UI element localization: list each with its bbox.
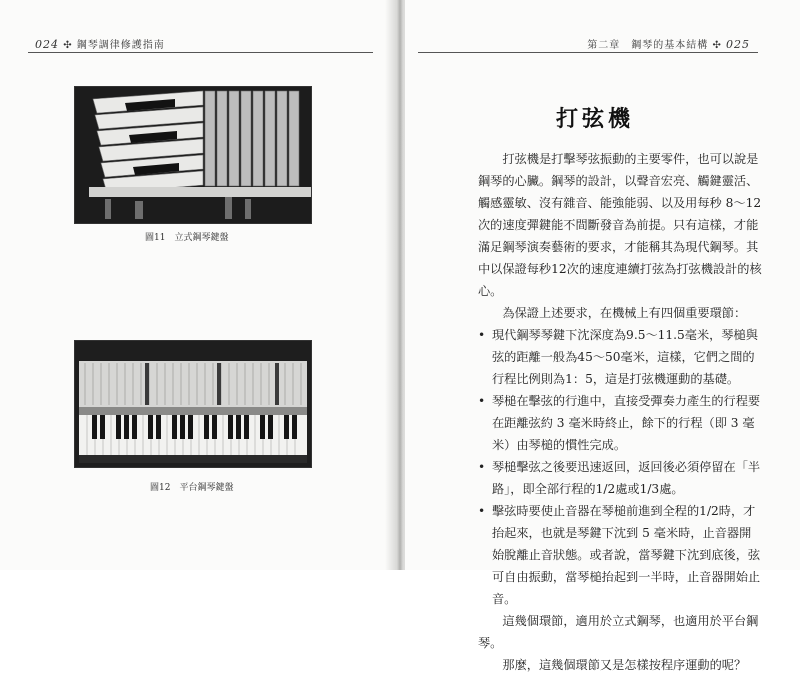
- requirement-text: 現代鋼琴琴鍵下沈深度為9.5～11.5毫米，琴槌與弦的距離一般為45～50毫米，這樣，它們之間的行程比例則為1：5，這是打弦機運動的基礎。: [492, 328, 758, 386]
- requirement-text: 擊弦時要使止音器在琴槌前進到全程的1/2時，才抬起來，也就是琴鍵下沈到 5 毫米時，止音器開始脫離止音狀態。或者說，當琴鍵下沈到底後，弦可自由振動，當琴槌抬起到一半時，止音器開始止音。: [492, 504, 761, 606]
- closing-line: 這幾個環節，適用於立式鋼琴，也適用於平台鋼琴。: [478, 614, 759, 650]
- bullet-icon: •: [478, 328, 486, 342]
- bullet-icon: •: [478, 504, 486, 518]
- upright-piano-keyboard-photo: [74, 86, 312, 224]
- section-title: 打弦機: [555, 106, 634, 132]
- figure-11-caption: 圖11 立式鋼琴鍵盤: [145, 233, 229, 243]
- ornament-icon: ✣: [63, 40, 77, 51]
- right-header-title: 第二章 鋼琴的基本結構: [587, 40, 709, 51]
- body-text: [478, 148, 762, 676]
- requirement-item: [478, 324, 762, 390]
- closing-question: 那麼，這幾個環節又是怎樣按程序運動的呢？: [502, 658, 747, 672]
- header-rule: [418, 52, 758, 53]
- requirement-item: [478, 500, 762, 610]
- requirements-intro: 為保證上述要求，在機械上有四個重要環節：: [502, 306, 747, 320]
- figure-12-caption: 圖12 平台鋼琴鍵盤: [150, 483, 234, 493]
- grand-piano-keyboard-photo: [74, 340, 312, 468]
- bullet-icon: •: [478, 460, 486, 474]
- right-running-header: [587, 36, 750, 51]
- intro-paragraph: 打弦機是打擊琴弦振動的主要零件，也可以說是鋼琴的心臟。鋼琴的設計，以聲音宏亮、觸鍵靈活、觸感靈敏、沒有雜音、能強能弱、以及用每秒 8～12次的速度彈鍵能不間斷發音為前提。只有這樣，才能滿足鋼琴演奏藝術的要求，才能稱其為現代鋼琴。其中以保證每秒12次的速度連續打弦為打弦機設計的核心。: [478, 152, 762, 298]
- left-page-number: 024: [35, 38, 59, 51]
- left-header-title: 鋼琴調律修護指南: [76, 40, 165, 51]
- requirement-item: [478, 390, 762, 456]
- bullet-icon: •: [478, 394, 486, 408]
- ornament-icon: ✣: [712, 40, 726, 51]
- requirement-text: 琴槌在擊弦的行進中，直接受彈奏力產生的行程要在距離弦約 3 毫米時終止，餘下的行程（即 3 毫米）由琴槌的慣性完成。: [492, 394, 761, 452]
- left-page: [0, 0, 395, 570]
- requirement-text: 琴槌擊弦之後要迅速返回，返回後必須停留在「半路」，即全部行程的1/2處或1/3處。: [492, 460, 761, 496]
- left-running-header: [35, 36, 165, 51]
- header-rule: [28, 52, 373, 53]
- right-page-number: 025: [726, 38, 750, 51]
- requirement-item: [478, 456, 762, 500]
